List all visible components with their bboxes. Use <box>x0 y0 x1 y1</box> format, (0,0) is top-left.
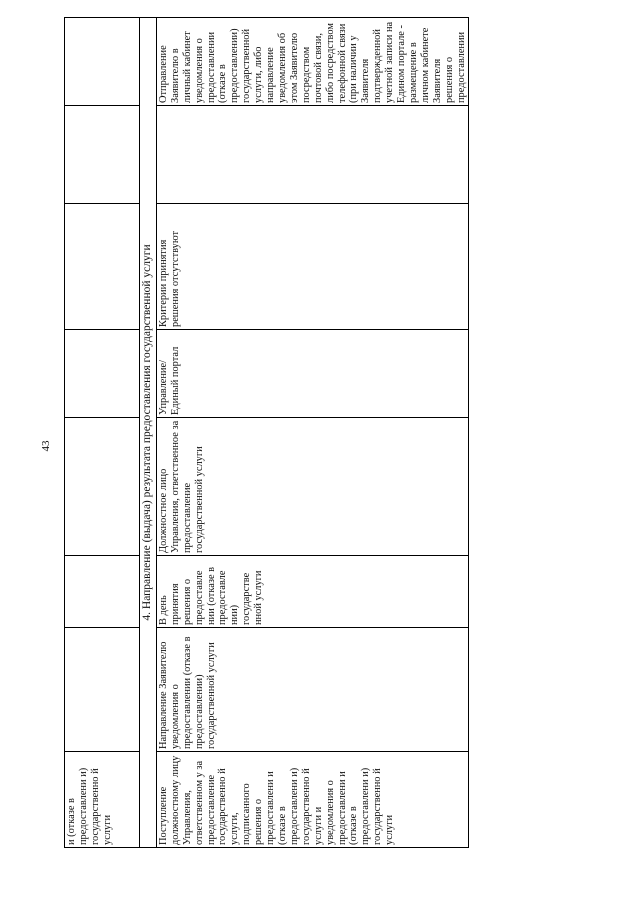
empty-cell <box>65 106 140 204</box>
empty-cell <box>65 418 140 556</box>
cell-deadline: В день принятия решения о предоставле нии (отказе в предоставле нии) государстве нной услуги <box>156 556 469 628</box>
carry-over-cell: и (отказе в предоставлени и) государственно й услуги <box>65 752 140 848</box>
cell-result: Отправление Заявителю в личный кабинет уведомления о предоставлении (отказе в предоставлении) государственной услуги, либо направление уведомления об этом Заявителю посредством почтовой связи, либо посредством телефонной связи (при наличии у Заявителя подтвержденной учетной записи на Едином портале - размещение в личном кабинете Заявителя решения о предоставлении <box>156 18 469 106</box>
table-row <box>156 18 469 848</box>
empty-cell <box>65 18 140 106</box>
rotated-table-container <box>64 18 474 848</box>
empty-cell <box>65 556 140 628</box>
section-row <box>140 18 157 848</box>
cell-action: Направление Заявителю уведомления о предоставлении (отказе в предоставлении) государственной услуги <box>156 628 469 752</box>
section-heading: 4. Направление (выдача) результата предоставления государственной услуги <box>140 18 157 848</box>
carry-over-row <box>65 18 140 848</box>
empty-cell <box>65 204 140 330</box>
page-number: 43 <box>40 440 52 452</box>
cell-responsible: Должностное лицо Управления, ответственное за предоставление государственной услуги <box>156 418 469 556</box>
procedure-table <box>64 17 469 848</box>
cell-empty <box>156 106 469 204</box>
cell-location: Управление/ Единый портал <box>156 330 469 418</box>
empty-cell <box>65 628 140 752</box>
empty-cell <box>65 330 140 418</box>
cell-basis: Поступление должностному лицу Управления, ответственном у за предоставление государственно й услуги, подписанного решения о предоставлени и (отказе в предоставлени и) государственно й услуги и уведомления о предоставлени и (отказе в предоставлени и) государственно й услуги <box>156 752 469 848</box>
cell-criteria: Критерии принятия решения отсутствуют <box>156 204 469 330</box>
